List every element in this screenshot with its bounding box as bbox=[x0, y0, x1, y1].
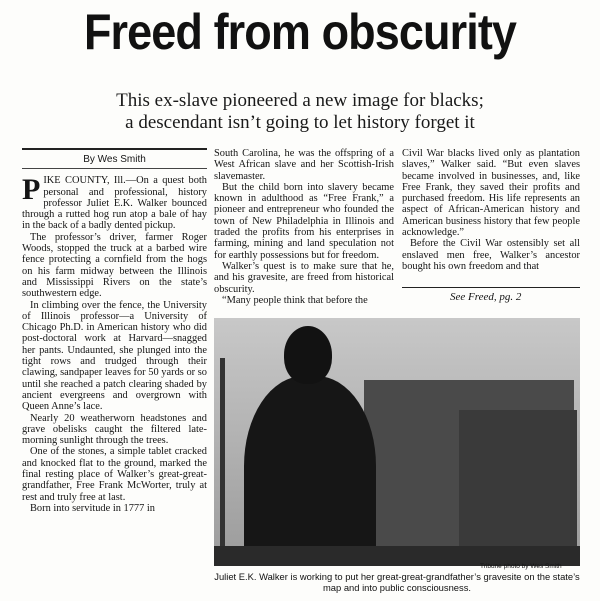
paragraph: One of the stones, a simple tablet cracked and knocked flat to the ground, marked the final resting place of Walker’s great-great-grandfather, Free Frank McWorter, truly at rest and truly free at last. bbox=[22, 446, 207, 503]
paragraph: “Many people think that before the bbox=[222, 294, 368, 306]
article-column-3 bbox=[402, 148, 580, 308]
headline: Freed from obscurity bbox=[83, 4, 517, 60]
jump-line: See Freed, pg. 2 bbox=[450, 291, 522, 303]
photo-person-head bbox=[284, 326, 332, 384]
paragraph: Born into servitude in 1777 in bbox=[30, 502, 155, 514]
deck bbox=[0, 90, 600, 134]
paragraph: Civil War blacks lived only as plantation slaves,” Walker said. “But even slaves became involved in businesses, and, like Free Frank, they saved their profits and purchased freedom. His life represents an aspect of African-American history and American business history that few people acknowledge.” bbox=[402, 148, 580, 239]
photo-fence-post bbox=[220, 358, 225, 548]
deck-line-2: a descendant isn’t going to let history forget it bbox=[125, 112, 475, 133]
paragraph: South Carolina, he was the offspring of a West African slave and her Scottish-Irish slavemaster. bbox=[214, 148, 394, 182]
photo-person-body bbox=[244, 376, 376, 566]
photo-credit: Tribune photo by Wes Smith bbox=[480, 563, 562, 570]
photo-headstone-shadow bbox=[459, 410, 577, 552]
photo-caption: Juliet E.K. Walker is working to put her great-great-grandfather’s gravesite on the state’s map and into public consciousness. bbox=[214, 571, 580, 593]
paragraph: The professor’s driver, farmer Roger Woods, stopped the truck at a barbed wire fence protecting a cornfield from the hogs on his farm midway between the Illinois and Mississippi Rivers on the state’s southwestern edge. bbox=[22, 231, 207, 300]
paragraph: In climbing over the fence, the University of Illinois professor—a University of Chicago Ph.D. in American history who did post-doctoral work at Harvard—snagged her pants. Undaunted, she plunged into the tight rows and trudged through their clawing, sandpaper leaves for 50 yards or so until she reached a patch clearing shaded by ancient evergreens and overgrown with Queen Anne’s lace. bbox=[22, 299, 207, 413]
paragraph: But the child born into slavery became known in adulthood as “Free Frank,” a pioneer and entrepreneur who founded the town of New Philadelphia in Illinois and traded the profits from his enterprises in farming, mining and land speculation not for earthly possessions but for freedom. bbox=[214, 181, 394, 261]
photo bbox=[214, 318, 580, 566]
article-column-1 bbox=[22, 148, 207, 568]
lead-paragraph bbox=[22, 175, 207, 231]
article-column-2 bbox=[214, 148, 394, 308]
lead-text: IKE COUNTY, Ill.—On a quest both personal and professional, history professor Juliet E.K. Walker bounced through a rutted hog run atop a bale of hay in the back of a badly dented pickup. bbox=[22, 175, 207, 232]
paragraph: Nearly 20 weatherworn headstones and grave obelisks caught the filtered late-morning sunlight through the trees. bbox=[22, 412, 207, 447]
drop-cap: P bbox=[22, 173, 41, 207]
deck-line-1: This ex-slave pioneered a new image for blacks; bbox=[116, 90, 484, 111]
paragraph: Before the Civil War ostensibly set all enslaved men free, Walker’s ancestor bought his own freedom and that bbox=[402, 238, 580, 272]
paragraph: Walker’s quest is to make sure that he, and his gravesite, are freed from historical obscurity. bbox=[214, 260, 394, 295]
byline: By Wes Smith bbox=[22, 148, 207, 169]
jump-rule bbox=[402, 287, 580, 288]
